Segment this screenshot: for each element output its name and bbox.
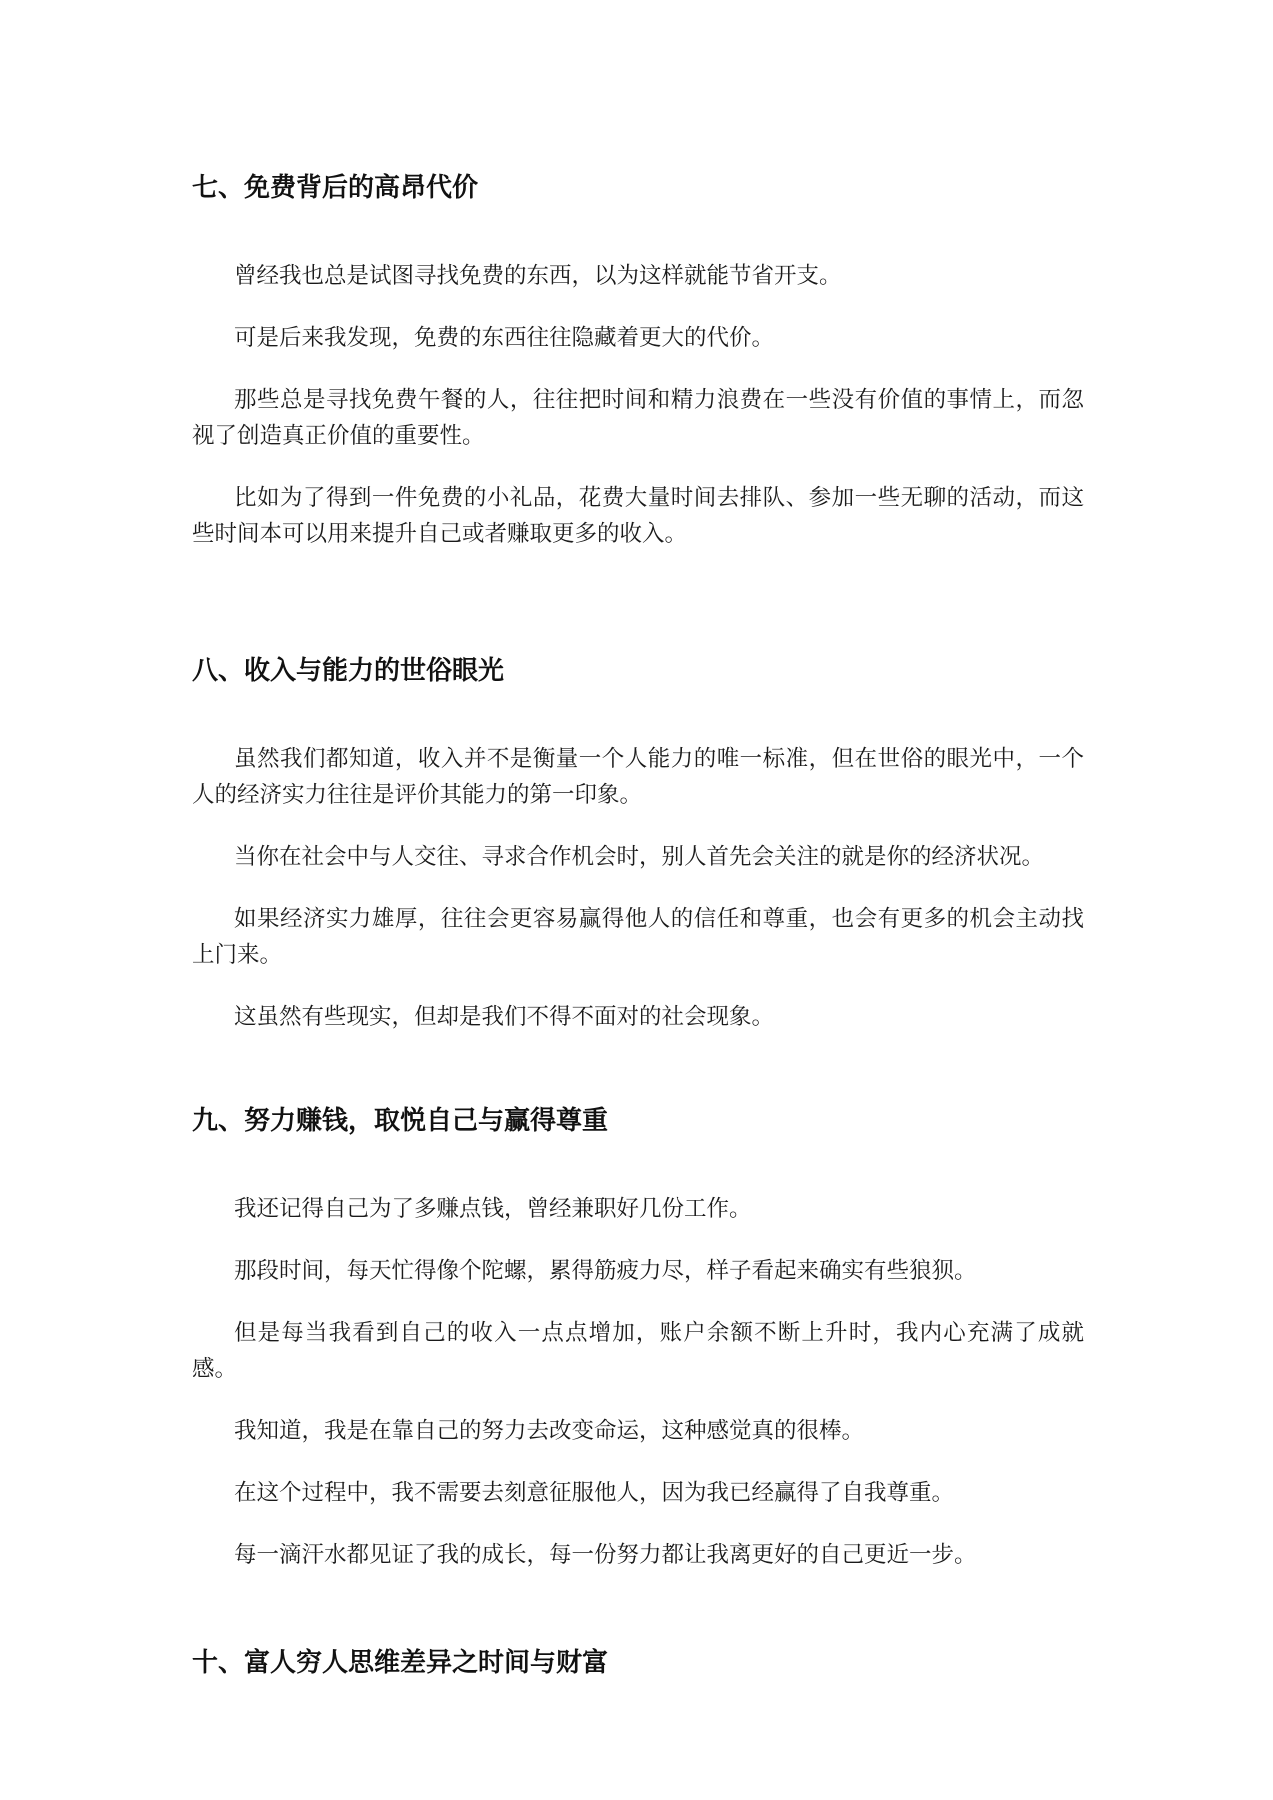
section-heading: 七、免费背后的高昂代价	[192, 173, 479, 203]
section-7	[192, 171, 1084, 552]
paragraph: 但是每当我看到自己的收入一点点增加，账户余额不断上升时，我内心充满了成就感。	[192, 1320, 1084, 1382]
section-10	[192, 1646, 1084, 1680]
section-heading: 九、努力赚钱，取悦自己与赢得尊重	[192, 1106, 609, 1136]
paragraph: 那段时间，每天忙得像个陀螺，累得筋疲力尽，样子看起来确实有些狼狈。	[234, 1258, 977, 1284]
paragraph: 我还记得自己为了多赚点钱，曾经兼职好几份工作。	[234, 1196, 752, 1222]
paragraph: 曾经我也总是试图寻找免费的东西，以为这样就能节省开支。	[234, 263, 842, 289]
section-heading: 十、富人穷人思维差异之时间与财富	[192, 1648, 609, 1678]
paragraph: 当你在社会中与人交往、寻求合作机会时，别人首先会关注的就是你的经济状况。	[234, 844, 1045, 870]
section-heading: 八、收入与能力的世俗眼光	[192, 656, 505, 686]
paragraph: 在这个过程中，我不需要去刻意征服他人，因为我已经赢得了自我尊重。	[234, 1480, 955, 1506]
paragraph: 这虽然有些现实，但却是我们不得不面对的社会现象。	[234, 1004, 775, 1030]
paragraph: 可是后来我发现，免费的东西往往隐藏着更大的代价。	[234, 325, 775, 351]
paragraph: 每一滴汗水都见证了我的成长，每一份努力都让我离更好的自己更近一步。	[234, 1542, 977, 1568]
paragraph: 我知道，我是在靠自己的努力去改变命运，这种感觉真的很棒。	[234, 1418, 865, 1444]
paragraph: 如果经济实力雄厚，往往会更容易赢得他人的信任和尊重，也会有更多的机会主动找上门来。	[192, 906, 1084, 968]
paragraph: 虽然我们都知道，收入并不是衡量一个人能力的唯一标准，但在世俗的眼光中，一个人的经济实力往往是评价其能力的第一印象。	[192, 746, 1084, 808]
paragraph: 那些总是寻找免费午餐的人，往往把时间和精力浪费在一些没有价值的事情上，而忽视了创造真正价值的重要性。	[192, 387, 1084, 449]
section-8	[192, 654, 1084, 1035]
paragraph: 比如为了得到一件免费的小礼品，花费大量时间去排队、参加一些无聊的活动，而这些时间本可以用来提升自己或者赚取更多的收入。	[192, 485, 1084, 547]
section-9	[192, 1104, 1084, 1573]
